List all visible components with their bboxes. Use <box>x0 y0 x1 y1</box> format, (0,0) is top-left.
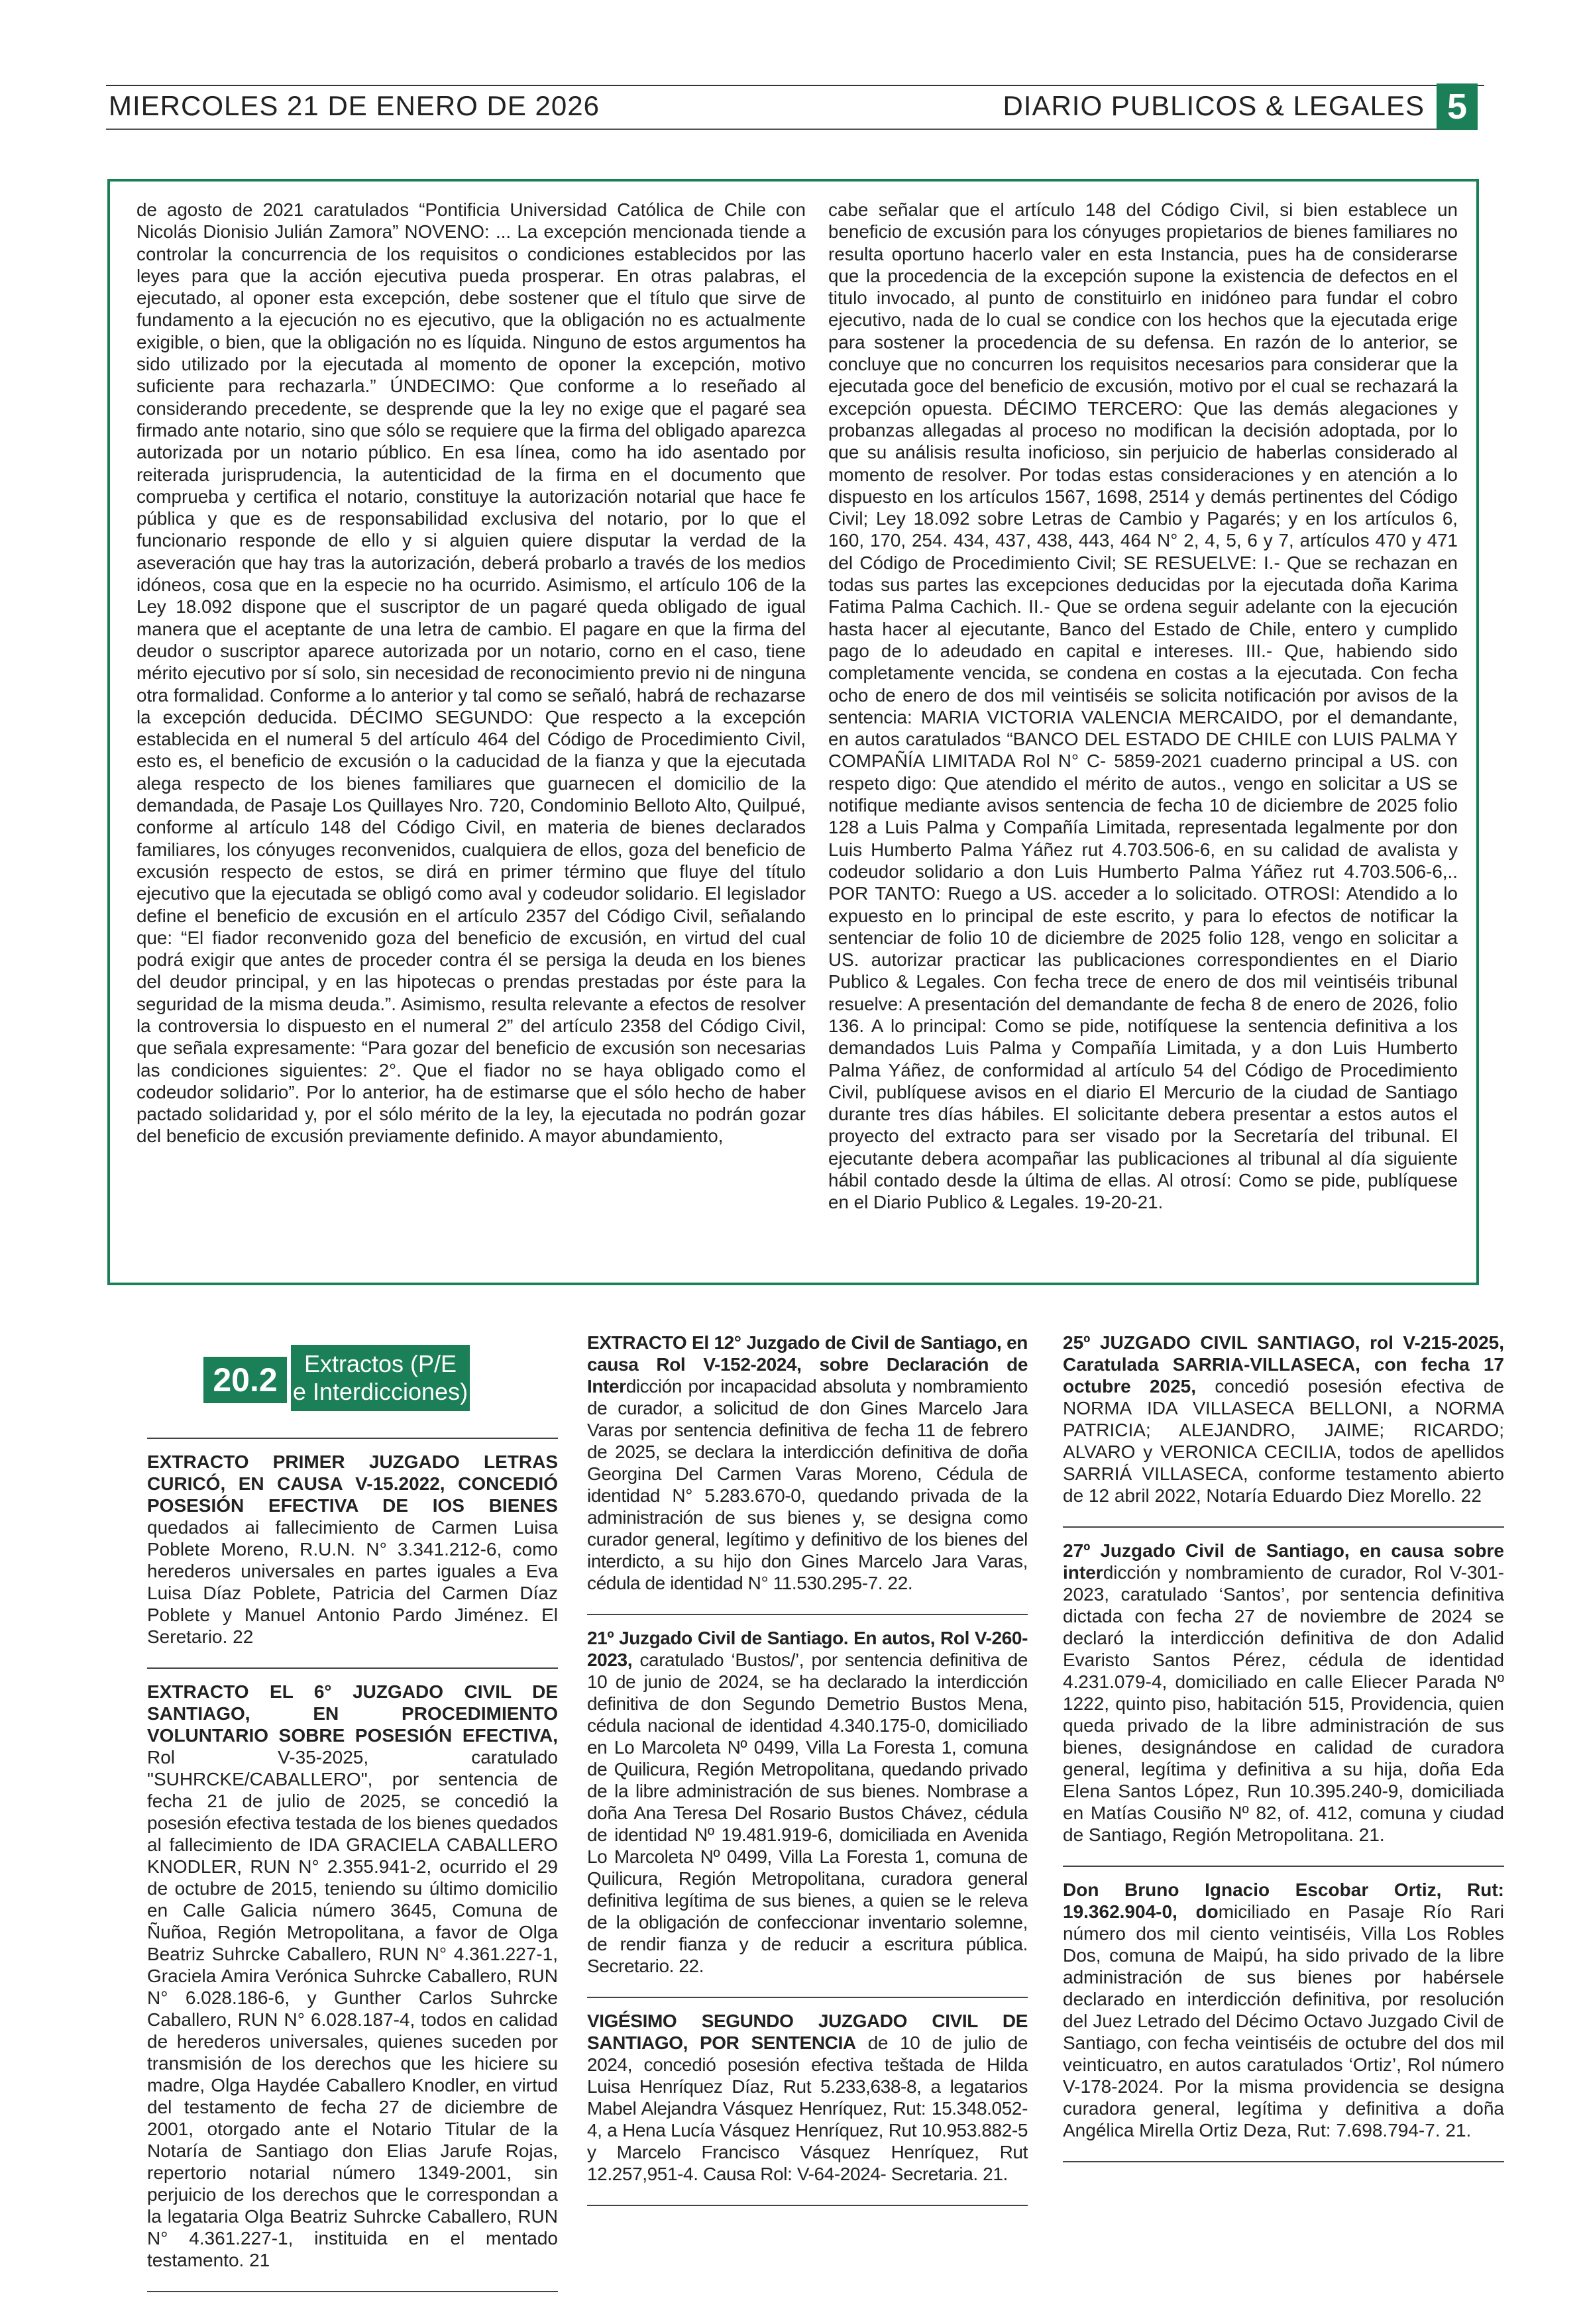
extract-body: dicción y nombramiento de curador, Rol V-301-2023, caratulado ‘Santos’, por sentencia definitiva dictada con fecha 27 de noviembre de 2024 se declaró la interdicción definitiva de don Adalid Evaristo Santos Pérez, cédula de identidad 4.231.079-4, domiciliado en calle Eliecer Parada Nº 1222, quinto piso, habitación 515, Providencia, quien queda privado de la libre administración de sus bienes, designándose en calidad de curadora general, legítima y definitiva a su hija, doña Eda Elena Santos López, Run 10.395.240-9, domiciliada en Matías Cousiño Nº 82, of. 412, comuna y ciudad de Santiago, Región Metropolitana. 21. <box>1063 1562 1504 1845</box>
header-top-rule <box>106 85 1484 86</box>
extracts-column-3 <box>1063 1332 1504 2174</box>
page-header <box>106 85 1484 125</box>
header-bottom-rule <box>106 129 1438 130</box>
extract-notice <box>1063 1332 1504 1506</box>
extract-separator <box>587 1997 1028 1998</box>
section-label-line1: Extractos (P/E <box>303 1350 457 1377</box>
notice-right-column <box>828 199 1458 1214</box>
extract-heading: EXTRACTO El 12° Juzgado de Civil de Santiago, en causa Rol V-152-2024, sobre Declaración de Inter <box>587 1332 1028 1397</box>
extract-separator <box>1063 2161 1504 2162</box>
section-label-line2: e Interdicciones) <box>292 1378 468 1405</box>
section-label <box>291 1345 470 1411</box>
extract-heading: EXTRACTO EL 6° JUZGADO CIVIL DE SANTIAGO, EN PROCEDIMIENTO VOLUNTARIO SOBRE POSESIÓN EFECTIVA, <box>147 1681 558 1746</box>
page-number: 5 <box>1437 83 1478 130</box>
extract-heading: 25º JUZGADO CIVIL SANTIAGO, rol V-215-2025, Caratulada SARRIA-VILLASECA, con fecha 17 octubre 2025, <box>1063 1332 1504 1397</box>
notice-left-column: de agosto de 2021 caratulados “Pontificia Universidad Católica de Chile con Nicolás Dionisio Julián Zamora” NOVENO: ... La excepción mencionada tiende a controlar la concurrencia de los requisitos o condiciones establecidos por las leyes para que la acción ejecutiva pueda prosperar. En otras palabras, el ejecutado, al oponer esta excepción, debe sostener que el título que sirve de fundamento a la ejecución no es ejecutivo, que la obligación no es actualmente exigible, o bien, que la obligación no es líquida. Ninguno de estos argumentos ha sido utilizado por la ejecutada al momento de oponer la excepción, motivo suficiente para rechazarla.” ÚNDECIMO: Que conforme a lo reseñado al considerando precedente, se desprende que la ley no exige que el pagaré sea firmado ante notario, sino que sólo se requiere que la firma del obligado aparezca autorizada por un notario público. En esa línea, como ha ido asentado por reiterada jurisprudencia, la autenticidad de la firma en el documento que comprueba y certifica el notario, constituye la autorización notarial que hace fe pública y que es de responsabilidad exclusiva del notario, por lo que el funcionario responde de ello y si alguien quiere disputar la verdad de la aseveración que hay tras la autorización, deberá probarlo a través de los medios idóneos, cosa que en la especie no ha ocurrido. Asimismo, el artículo 106 de la Ley 18.092 dispone que el suscriptor de un pagaré queda obligado de igual manera que el aceptante de una letra de cambio. El pagare en que la firma del deudor o suscriptor aparece autorizada por un notario, corno en el caso, tiene mérito ejecutivo por sí solo, sin necesidad de reconocimiento previo ni de ninguna otra formalidad. Conforme a lo anterior y tal como se señaló, habrá de rechazarse la excepción deducida. DÉCIMO SEGUNDO: Que respecto a la excepción establecida en el numeral 5 del artículo 464 del Código de Procedimiento Civil, esto es, el beneficio de excusión o la caducidad de la fianza y que la ejecutada alega respecto de los bienes familiares que guarnecen el domicilio de la demandada, de Pasaje Los Quillayes Nro. 720, Condominio Belloto Alto, Quilpué, conforme al artículo 148 del Código Civil, en materia de bienes declarados familiares, los cónyuges reconvenidos, cualquiera de ellos, goza del beneficio de excusión respecto de estos, se dirá en primer término que fluye del título ejecutivo que la ejecutada se obligó como aval y codeudor solidario. El legislador define el beneficio de excusión en el artículo 2357 del Código Civil, señalando que: “El fiador reconvenido goza del beneficio de excusión, en virtud del cual podrá exigir que antes de proceder contra él se persiga la deuda en los bienes del deudor principal, y en las hipotecas o prendas prestadas por éste para la seguridad de la misma deuda.”. Asimismo, resulta relevante a efectos de resolver la controversia lo dispuesto en el numeral 2” del artículo 2358 del Código Civil, que señala expresamente: “Para gozar del beneficio de excusión son necesarias las condiciones siguientes: 2°. Que el fiador no se haya obligado como el codeudor solidario”. Por lo anterior, ha de estimarse que el sólo hecho de haber pactado solidaridad y, por el sólo mérito de la ley, la ejecutada no podrán gozar del beneficio de excusión previamente definido. A mayor abundamiento, <box>136 199 806 1147</box>
extracts-column-2 <box>587 1332 1028 2218</box>
extract-separator <box>1063 1866 1504 1867</box>
section-number: 20.2 <box>203 1357 287 1403</box>
extract-separator <box>147 2291 558 2292</box>
extract-notice <box>1063 1879 1504 2141</box>
extract-separator <box>587 2205 1028 2206</box>
extract-separator <box>147 1438 558 1439</box>
section-header <box>203 1345 468 1411</box>
issue-date: MIERCOLES 21 DE ENERO DE 2026 <box>109 90 600 121</box>
extract-heading: 21º Juzgado Civil de Santiago. En autos, Rol V-260-2023, <box>587 1628 1028 1670</box>
extract-notice <box>1063 1540 1504 1846</box>
extract-heading: Don Bruno Ignacio Escobar Ortiz, Rut: 19.362.904-0, do <box>1063 1879 1504 1922</box>
extract-heading: EXTRACTO PRIMER JUZGADO LETRAS CURICÓ, EN CAUSA V-15.2022, CONCEDIÓ POSESIÓN EFECTIVA DE IOS BIENES <box>147 1452 558 1516</box>
extract-heading: 27º Juzgado Civil de Santiago, en causa sobre inter <box>1063 1540 1504 1583</box>
publication-name: DIARIO PUBLICOS & LEGALES <box>1003 90 1425 121</box>
judicial-notice-box <box>107 179 1479 1285</box>
extract-body: concedió posesión efectiva de NORMA IDA VILLASECA BELLONI, a NORMA PATRICIA; ALEJANDRO, JAIME; RICARDO; ALVARO y VERONICA CECILIA, todos de apellidos SARRIÁ VILLASECA, conforme testamento abierto de 12 abril 2022, Notaría Eduardo Diez Morello. 22 <box>1063 1376 1505 1506</box>
extract-notice <box>147 1681 558 2271</box>
extract-body: miciliado en Pasaje Río Rari número dos mil ciento veintiséis, Villa Los Robles Dos, comuna de Maipú, ha sido privado de la libre administración de sus bienes por habérsele declarado en interdicción definitiva, por resolución del Juez Letrado del Décimo Octavo Juzgado Civil de Santiago, con fecha veintiséis de octubre del dos mil veinticuatro, en autos caratulados ‘Ortiz’, Rol número V-178-2024. Por la misma providencia se designa curadora general, legítima y definitiva a doña Angélica Mirella Ortiz Deza, Rut: 7.698.794-7. 21. <box>1063 1901 1504 2140</box>
extract-separator <box>147 1667 558 1669</box>
extract-notice <box>587 1627 1028 1977</box>
extract-body: Rol V-35-2025, caratulado "SUHRCKE/CABALLERO", por sentencia de fecha 21 de julio de 2025, se concedió la posesión efectiva testada de los bienes quedados al fallecimiento de IDA GRACIELA CABALLERO KNODLER, RUN N° 2.355.941-2, ocurrido el 29 de octubre de 2015, teniendo su último domicilio en Calle Galicia número 3645, Comuna de Ñuñoa, Región Metropolitana, a favor de Olga Beatriz Suhrcke Caballero, RUN N° 4.361.227-1, Graciela Amira Verónica Suhrcke Caballero, RUN N° 6.028.186-6, y Gunther Carlos Suhrcke Caballero, RUN N° 6.028.187-4, todos en calidad de herederos universales, quienes suceden por transmisión de los derechos que les hiciere su madre, Olga Haydée Caballero Knodler, en virtud del testamento de fecha 27 de diciembre de 2001, otorgado ante el Notario Titular de la Notaría de Santiago don Elias Jarufe Rojas, repertorio notarial número 1349-2001, sin perjuicio de los derechos que le correspondan a la legataria Olga Beatriz Suhrcke Caballero, RUN N° 4.361.227-1, instituida en el mentado testamento. 21 <box>147 1747 558 2270</box>
extract-separator <box>1063 1526 1504 1528</box>
extract-notice <box>587 1332 1028 1594</box>
extract-body: quedados ai fallecimiento de Carmen Luisa Poblete Moreno, R.U.N. N° 3.341.212-6, como herederos universales en partes iguales a Eva Luisa Díaz Poblete, Patricia del Carmen Díaz Poblete y Manuel Antonio Pardo Jiménez. El Seretario. 22 <box>147 1517 558 1647</box>
extract-body: dicción por incapacidad absoluta y nombramiento de curador, a solicitud de don Gines Marcelo Jara Varas por sentencia definitiva de fecha 11 de febrero de 2025, se declara la interdicción definitiva de doña Georgina Del Carmen Varas Moreno, Cédula de identidad N° 5.283.670-0, quedando privada de la administración de sus bienes y, se designa como curador general, legítimo y definitivo de los bienes del interdicto, a su hijo don Gines Marcelo Jara Varas, cédula de identidad N° 11.530.295-7. 22. <box>587 1376 1028 1593</box>
extract-notice <box>147 1451 558 1648</box>
extract-heading: VIGÉSIMO SEGUNDO JUZGADO CIVIL DE SANTIAGO, POR SENTENCIA <box>587 2011 1028 2053</box>
extracts-column-1 <box>147 1332 558 2304</box>
extract-body: caratulado ‘Bustos/’, por sentencia definitiva de 10 de junio de 2024, se ha declarado la interdicción definitiva de don Segundo Demetrio Bustos Mena, cédula nacional de identidad 4.340.175-0, domiciliado en Lo Marcoleta Nº 0499, Villa La Foresta 1, comuna de Quilicura, Región Metropolitana, quedando privado de la libre administración de sus bienes. Nombrase a doña Ana Teresa Del Rosario Bustos Chávez, cédula de identidad Nº 19.481.919-6, domiciliada en Avenida Lo Marcoleta Nº 0499, Villa La Foresta 1, comuna de Quilicura, Región Metropolitana, curadora general definitiva legítima de sus bienes, a quien se le releva de la obligación de confeccionar inventario solemne, de rendir fianza y de reducir a escritura pública. Secretario. 22. <box>587 1650 1028 1976</box>
notice-right-text: cabe señalar que el artículo 148 del Código Civil, si bien establece un beneficio de excusión para los cónyuges propietarios de bienes familiares no resulta oportuno hacerlo valer en esta Instancia, pues ha de considerarse que la procedencia de la excepción supone la existencia de defectos en el titulo invocado, al punto de constituirlo en inidóneo para fundar el cobro ejecutivo, nada de lo cual se condice con los hechos que la ejecutada erige para sostener la procedencia de su defensa. En razón de lo anterior, se concluye que no concurren los requisitos necesarios para considerar que la ejecutada goce del beneficio de excusión, motivo por el cual se rechazará la excepción opuesta. DÉCIMO TERCERO: Que las demás alegaciones y probanzas allegadas al proceso no modifican la decisión adoptada, por lo que su análisis resulta inoficioso, sin perjuicio de haberlas considerado al momento de resolver. Por todas estas consideraciones y en atención a lo dispuesto en los artículos 1567, 1698, 2514 y demás pertinentes del Código Civil; Ley 18.092 sobre Letras de Cambio y Pagarés; y en los artículos 6, 160, 170, 254. 434, 437, 438, 443, 464 N° 2, 4, 5, 6 y 7, artículos 470 y 471 del Código de Procedimiento Civil; SE RESUELVE: I.- Que se rechazan en todas sus partes las excepciones deducidas por la ejecutada doña Karima Fatima Palma Cachich. II.- Que se ordena seguir adelante con la ejecución hasta hacer al ejecutante, Banco del Estado de Chile, entero y cumplido pago de lo adeudado en capital e intereses. III.- Que, habiendo sido completamente vencida, se condena en costas a la ejecutada. Con fecha ocho de enero de dos mil veintiséis se solicita notificación por avisos de la sentencia: MARIA VICTORIA VALENCIA MERCAIDO, por el demandante, en autos caratulados “BANCO DEL ESTADO DE CHILE con LUIS PALMA Y COMPAÑÍA LIMITADA Rol N° C- 5859-2021 cuaderno principal a US. con respeto digo: Que atendido el mérito de autos., vengo en solicitar a US se notifique mediante avisos sentencia de fecha 10 de diciembre de 2025 folio 128 a Luis Palma y Compañía Limitada, representada legalmente por don Luis Humberto Palma Yáñez rut 4.703.506-6, en su calidad de avalista y codeudor solidario a don Luis Humberto Palma Yáñez rut 4.703.506-6,.. POR TANTO: Ruego a US. acceder a lo solicitado. OTROSI: Atendido a lo expuesto en lo principal de este escrito, y para lo efectos de notificar la sentenciar de folio 10 de diciembre de 2025 folio 128, vengo en solicitar a US. autorizar practicar las publicaciones correspondientes en el Diario Publico & Legales. Con fecha trece de enero de dos mil veintiséis tribunal resuelve: A presentación del demandante de fecha 8 de enero de 2026, folio 136. A lo principal: Como se pide, notifíquese la sentencia definitiva a los demandados Luis Palma y Compañía Limitada, y a don Luis Humberto Palma Yáñez, de conformidad al artículo 54 del Código de Procedimiento Civil, publíquese avisos en el diario El Mercurio de la ciudad de Santiago durante tres días hábiles. El solicitante debera presentar a estos autos el proyecto del extracto para ser visado por la Secretaría del tribunal. El ejecutante debera acompañar las publicaciones al tribunal al día siguiente hábil contado desde la última de ellas. Al otrosí: Como se pide, publíquese en el Diario Publico & Legales. 19-20-21. <box>828 199 1458 1213</box>
extract-body: de 10 de julio de 2024, concedió posesión efectiva teštada de Hilda Luisa Henríquez Díaz, Rut 5.233,638-8, a legatarios Mabel Alejandra Vásquez Henríquez, Rut: 15.348.052-4, a Hena Lucía Vásquez Henríquez, Rut 10.953.882-5 y Marcelo Francisco Vásquez Henríquez, Rut 12.257,951-4. Causa Rol: V-64-2024- Secretaria. 21. <box>587 2033 1028 2184</box>
extract-separator <box>587 1614 1028 1615</box>
extract-notice <box>587 2010 1028 2185</box>
